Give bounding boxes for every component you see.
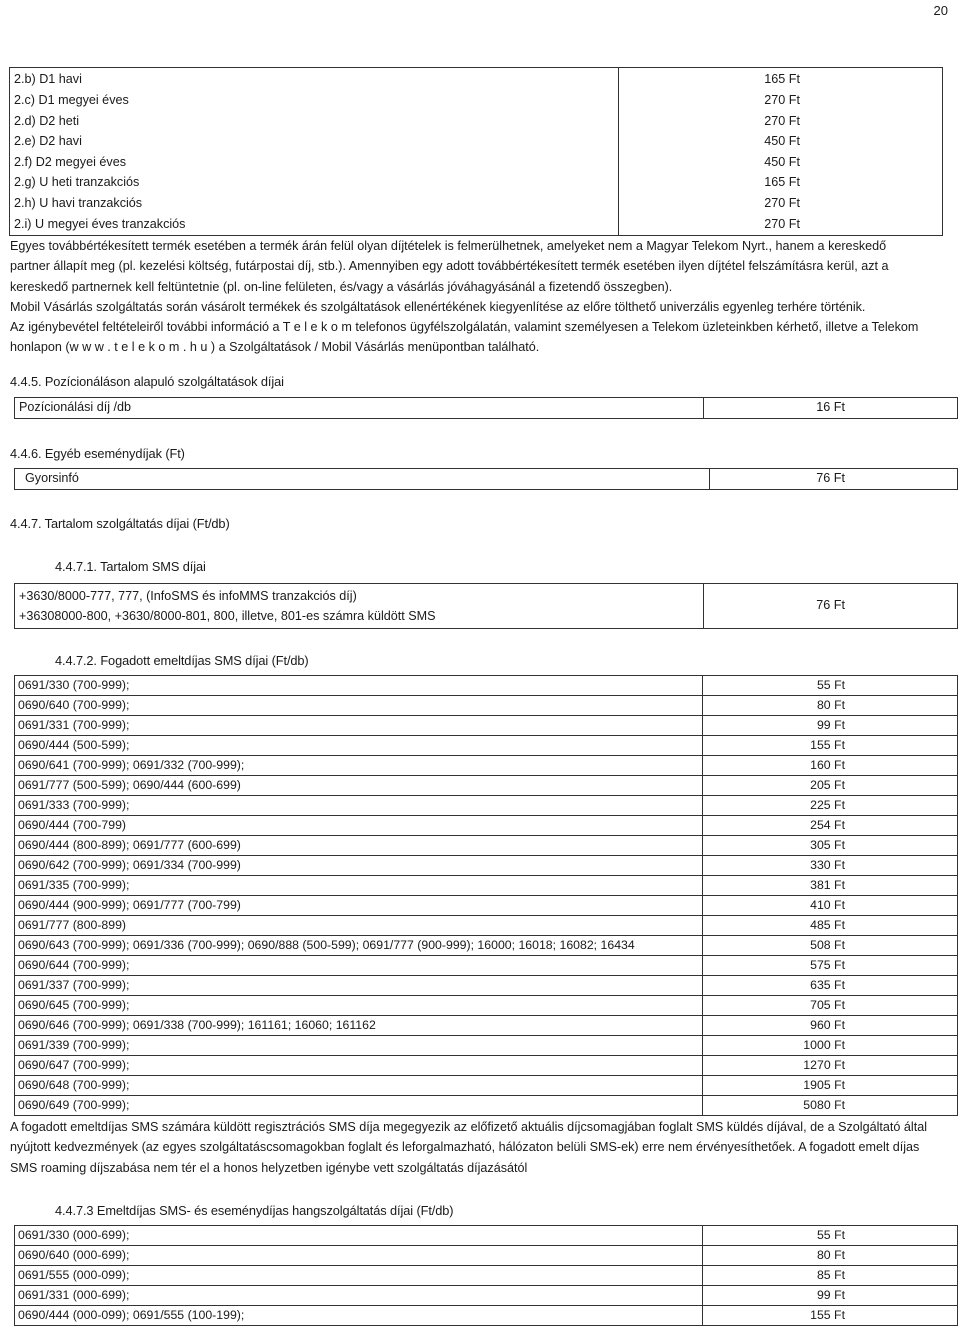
row-label: 0690/444 (800-899); 0691/777 (600-699) [15,836,703,856]
row-price: 960 Ft [703,1016,958,1036]
row-price: 270 Ft [619,194,943,215]
row-label: 0690/649 (700-999); [15,1096,703,1116]
row-price: 160 Ft [703,756,958,776]
row-label: 0691/331 (700-999); [15,716,703,736]
table-row [15,1246,958,1266]
row-price: 330 Ft [703,856,958,876]
row-label: 0690/643 (700-999); 0691/336 (700-999); 0690/888 (500-599); 0691/777 (900-999); 16000; 16018; 16082; 16434 [15,936,703,956]
table-row [10,132,943,153]
row-price: 76 Ft [704,584,958,629]
row-price: 381 Ft [703,876,958,896]
row-label: 0690/444 (000-099); 0691/555 (100-199); [15,1306,703,1326]
row-label: 2.c) D1 megyei éves [10,91,619,112]
row-label: 0690/640 (700-999); [15,696,703,716]
note-line: Az igénybevétel feltételeiről további információ a T e l e k o m telefonos ügyfélszolgálatán, valamint személyesen a Telekom üzleteinkben kérhető, illetve a Telekom [10,320,919,335]
row-label: 0690/647 (700-999); [15,1056,703,1076]
row-label: 0691/777 (800-899) [15,916,703,936]
row-price: 165 Ft [619,68,943,91]
row-label: 0690/644 (700-999); [15,956,703,976]
table-row [15,1226,958,1246]
table-row [10,194,943,215]
row-label [15,584,704,629]
table-row [15,776,958,796]
row-label: 0690/640 (000-699); [15,1246,703,1266]
row-price: 575 Ft [703,956,958,976]
row-price: 55 Ft [703,676,958,696]
table-row [10,111,943,132]
row-price: 55 Ft [703,1226,958,1246]
tariff-table-2 [9,67,943,236]
premium-voice-table [14,1225,958,1326]
table-row [15,1266,958,1286]
section-heading-4472: 4.4.7.2. Fogadott emeltdíjas SMS díjai (Ft/db) [55,653,309,668]
row-label: 0690/444 (700-799) [15,816,703,836]
table-row [15,676,958,696]
table-row [15,976,958,996]
row-price: 5080 Ft [703,1096,958,1116]
table-row [15,996,958,1016]
row-label: 0690/648 (700-999); [15,1076,703,1096]
section-heading-4473: 4.4.7.3 Emeltdíjas SMS- és eseménydíjas hangszolgáltatás díjai (Ft/db) [55,1203,454,1218]
row-price: 270 Ft [619,214,943,235]
row-price: 85 Ft [703,1266,958,1286]
table-row [15,956,958,976]
note-line: partner állapít meg (pl. kezelési költség, futárpostai díj, stb.). Amennyiben egy adott továbbértékesített termék esetében ilyen díjtétel felszámításra kerül, azt a [10,259,889,274]
table-row [15,1286,958,1306]
row-label: 2.f) D2 megyei éves [10,152,619,173]
row-price: 1905 Ft [703,1076,958,1096]
table-row [15,896,958,916]
table-row [15,716,958,736]
row-price: 254 Ft [703,816,958,836]
mobile-purchase-notes [10,236,945,358]
row-label: Pozícionálási díj /db [15,398,704,419]
note-line: honlapon (w w w . t e l e k o m . h u ) a Szolgáltatások / Mobil Vásárlás menüpontban található. [10,340,540,355]
row-price: 485 Ft [703,916,958,936]
row-label: 2.i) U megyei éves tranzakciós [10,214,619,235]
event-fee-table [14,468,958,490]
row-price: 270 Ft [619,111,943,132]
table-row [15,836,958,856]
table-row [15,1076,958,1096]
row-label: 0690/641 (700-999); 0691/332 (700-999); [15,756,703,776]
row-label: 2.b) D1 havi [10,68,619,91]
row-label: 0690/642 (700-999); 0691/334 (700-999) [15,856,703,876]
row-price: 1000 Ft [703,1036,958,1056]
row-label: 0691/331 (000-699); [15,1286,703,1306]
row-price: 305 Ft [703,836,958,856]
table-row [10,173,943,194]
row-label: 2.g) U heti tranzakciós [10,173,619,194]
table-row [15,696,958,716]
row-price: 155 Ft [703,736,958,756]
note-line: nyújtott kedvezmények (az egyes szolgáltatáscsomagokban foglalt és leforgalmazható, hálózaton belüli SMS-ek) erre nem érvényesíthetőek. A fogadott emelt díjas [10,1140,920,1155]
section-heading-4471: 4.4.7.1. Tartalom SMS díjai [55,559,206,574]
row-price: 225 Ft [703,796,958,816]
table-row [15,916,958,936]
table-row [15,398,958,419]
row-price: 155 Ft [703,1306,958,1326]
row-price: 450 Ft [619,132,943,153]
row-label: 0691/333 (700-999); [15,796,703,816]
row-label: 0690/444 (500-599); [15,736,703,756]
row-price: 16 Ft [704,398,958,419]
table-row [15,816,958,836]
row-price: 450 Ft [619,152,943,173]
row-price: 508 Ft [703,936,958,956]
row-price: 165 Ft [619,173,943,194]
row-price: 99 Ft [703,716,958,736]
table-row [15,584,958,629]
table-row [15,876,958,896]
row-price: 80 Ft [703,696,958,716]
row-label: 0691/337 (700-999); [15,976,703,996]
row-price: 410 Ft [703,896,958,916]
row-label: 0690/645 (700-999); [15,996,703,1016]
row-label: 0691/330 (000-699); [15,1226,703,1246]
row-label: 0691/777 (500-599); 0690/444 (600-699) [15,776,703,796]
table-row [15,1306,958,1326]
row-label: Gyorsinfó [15,469,710,490]
table-row [15,856,958,876]
table-row [15,1036,958,1056]
row-label: 2.h) U havi tranzakciós [10,194,619,215]
table-row [15,1096,958,1116]
row-price: 705 Ft [703,996,958,1016]
table-row [10,68,943,91]
content-sms-table [14,583,958,629]
table-row [10,91,943,112]
table-row [15,1016,958,1036]
content-sms-line-1: +3630/8000-777, 777, (InfoSMS és infoMMS tranzakciós díj) [19,589,357,603]
row-label: 0691/555 (000-099); [15,1266,703,1286]
premium-sms-notes [10,1117,945,1178]
table-row [15,756,958,776]
row-label: 0690/646 (700-999); 0691/338 (700-999); 161161; 16060; 161162 [15,1016,703,1036]
note-line: kereskedő partnernek kell feltüntetnie (pl. on-line felületen, és/vagy a vásárlás jóváhagyásánál a fizetendő összegben). [10,279,673,294]
positioning-fee-table [14,397,958,419]
row-label: 0691/330 (700-999); [15,676,703,696]
table-row [15,1056,958,1076]
content-sms-line-2: +36308000-800, +3630/8000-801, 800, illetve, 801-es számra küldött SMS [19,609,436,623]
row-label: 2.e) D2 havi [10,132,619,153]
table-row [15,936,958,956]
note-line: SMS roaming díjszabása nem tér el a honos helyzetben igénybe vett szolgáltatás díjazásától [10,1160,528,1175]
row-price: 635 Ft [703,976,958,996]
note-line: A fogadott emeltdíjas SMS számára küldött regisztrációs SMS díja megegyezik az előfizető aktuális díjcsomagjában foglalt SMS küldés díjával, de a Szolgáltató által [10,1120,928,1134]
table-row [10,214,943,235]
row-price: 99 Ft [703,1286,958,1306]
premium-sms-table [14,675,958,1116]
row-label: 0691/335 (700-999); [15,876,703,896]
row-price: 270 Ft [619,91,943,112]
row-label: 0690/444 (900-999); 0691/777 (700-799) [15,896,703,916]
row-price: 205 Ft [703,776,958,796]
table-row [10,152,943,173]
note-line: Egyes továbbértékesített termék esetében a termék árán felül olyan díjtételek is felmerülhetnek, amelyeket nem a Magyar Telekom Nyrt., hanem a kereskedő [10,239,887,253]
table-row [15,796,958,816]
row-label: 0691/339 (700-999); [15,1036,703,1056]
section-heading-447: 4.4.7. Tartalom szolgáltatás díjai (Ft/db) [10,516,230,531]
row-price: 80 Ft [703,1246,958,1266]
section-heading-446: 4.4.6. Egyéb eseménydíjak (Ft) [10,446,185,461]
page-number: 20 [933,3,948,18]
row-price: 1270 Ft [703,1056,958,1076]
row-price: 76 Ft [710,469,958,490]
table-row [15,736,958,756]
note-line: Mobil Vásárlás szolgáltatás során vásárolt termékek és szolgáltatások ellenértékének kiegyenlítése az előre tölthető univerzális egyenleg terhére történik. [10,299,866,314]
section-heading-445: 4.4.5. Pozícionáláson alapuló szolgáltatások díjai [10,374,284,389]
table-row [15,469,958,490]
row-label: 2.d) D2 heti [10,111,619,132]
